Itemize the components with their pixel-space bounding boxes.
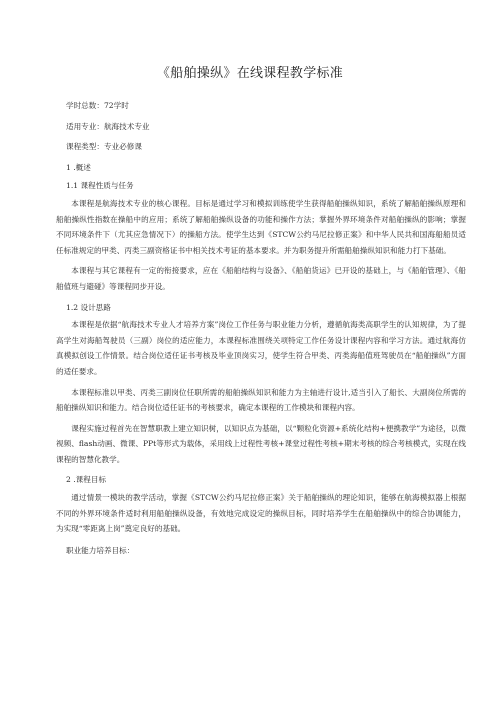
heading-overview: 1 .概述 xyxy=(66,162,91,172)
paragraph-course-nature-2: 本课程与其它课程有一定的衔接要求，应在《船舶结构与设备》、《船舶货运》已开设的基础上，与《船舶管理》、《船舶值班与避碰》等课程同步开设。 xyxy=(56,266,466,291)
meta-total-hours: 学时总数：72学时 xyxy=(66,101,129,110)
heading-ability-goals: 职业能力培养目标： xyxy=(66,545,135,555)
paragraph-course-goals: 通过情景一模块的教学活动，掌握《STCW公约马尼拉修正案》关于船舶操纵的理论知识，能够在航海模拟器上根据不同的外界环境条件适时利用船舶操纵设备，有效地完成设定的操纵目标，同时培养学生在船舶操纵中的综合协调能力，为实现“零距离上岗”奠定良好的基础。 xyxy=(56,493,466,534)
document-body xyxy=(56,98,466,560)
document-title: 《船舶操纵》在线课程教学标准 xyxy=(156,66,344,81)
paragraph-design-idea-2: 本课程标准以甲类、丙类三副岗位任职所需的船舶操纵知识和能力为主轴进行设计,适当引入了船长、大副岗位所需的船舶操纵知识和能力。结合岗位适任证书的考核要求，确定本课程的工作模块和课程内容。 xyxy=(56,387,466,413)
meta-major: 适用专业：航海技术专业 xyxy=(66,121,150,131)
heading-course-goals: 2 .课程目标 xyxy=(66,475,107,485)
paragraph-course-nature-1: 本课程是航海技术专业的核心课程。目标是通过学习和模拟训练使学生获得船舶操纵知识，系统了解船舶操纵原理和船舶操纵性指数在操船中的应用；系统了解船舶操纵设备的功能和操作方法；掌握外界环境条件对船舶操纵的影响；掌握不同环境条件下（尤其应急情况下）的操船方法。使学生达到《STCW公约马尼拉修正案》和中华人民共和国海船船员适任标准规定的甲类、丙类三副资格证书中相关技术考证的基本要求。并为职务提升所需船舶操纵知识和能力打下基础。 xyxy=(56,198,466,255)
meta-course-type: 课程类型：专业必修课 xyxy=(66,142,142,152)
paragraph-design-idea-3: 课程实施过程首先在智慧职教上建立知识树，以知识点为基础，以“颗粒化资源+系统化结构+便携教学”为途径，以微视频、flash动画、微课、PPt等形式为载体，采用线上过程性考核+课堂过程性考核+期末考核的综合考核模式，实现在线课程的智慧化教学。 xyxy=(56,423,466,464)
heading-course-nature: 1.1 课程性质与任务 xyxy=(66,181,134,191)
paragraph-design-idea-1: 本课程是依据“航海技术专业人才培养方案”岗位工作任务与职业能力分析，遵循航海类高职学生的认知规律，为了提高学生对海船驾驶员（三副）岗位的适应能力，本课程标准围绕关项特定工作任务设计课程内容和学习方法。通过航海仿真模拟创设工作情景。结合岗位适任证书考核及毕业顶岗实习，使学生符合甲类、丙类海船值班驾驶员在“船舶操纵”方面的适任要求。 xyxy=(56,320,466,376)
heading-design-idea: 1.2 设计思路 xyxy=(66,302,111,312)
